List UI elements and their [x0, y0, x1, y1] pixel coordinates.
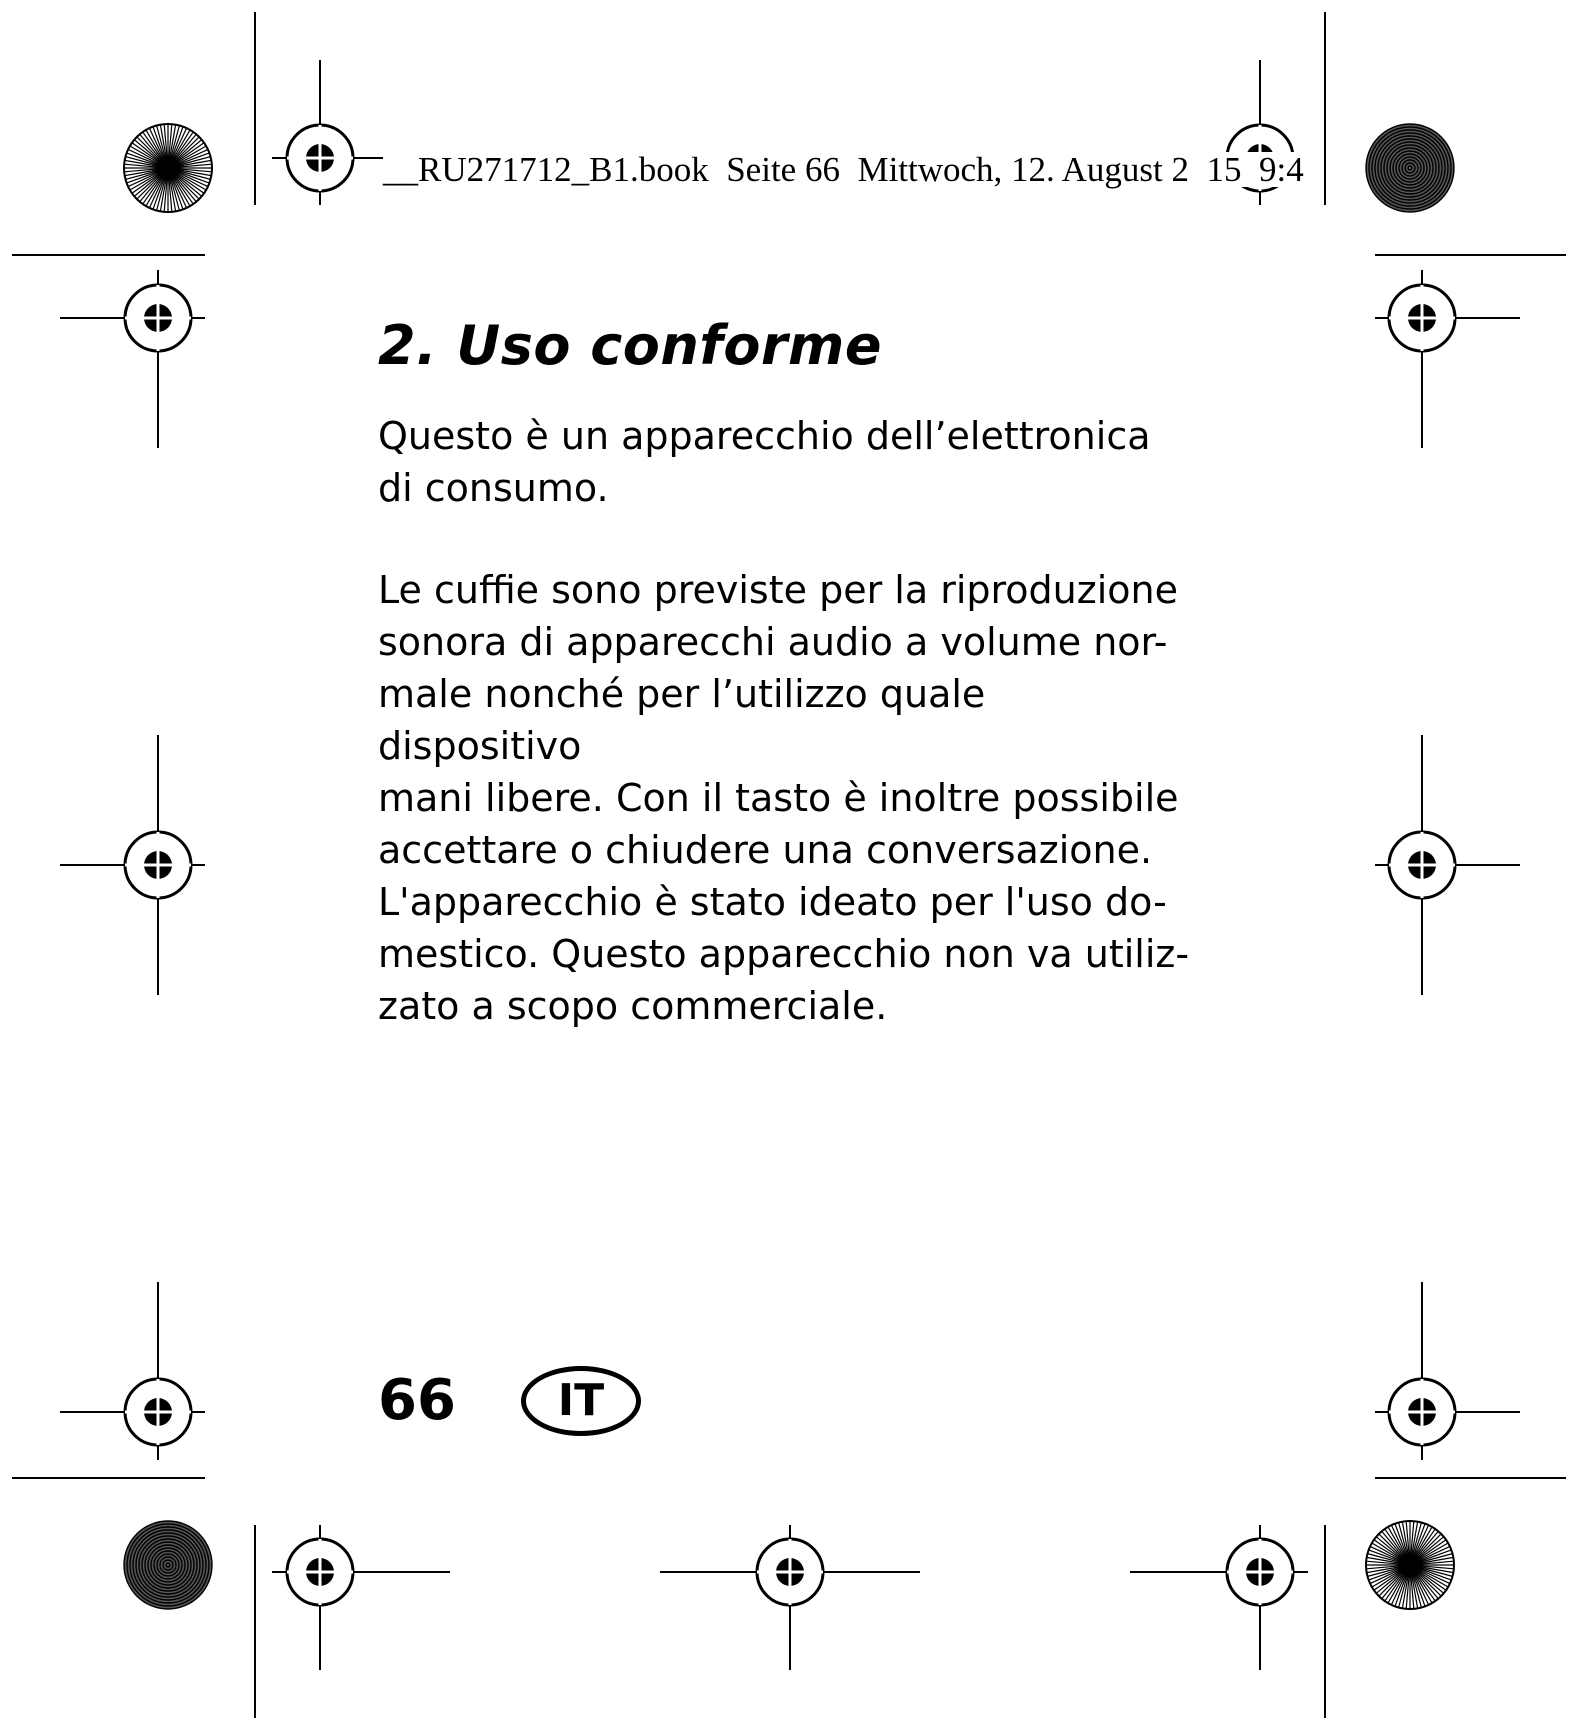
star-target-icon-bottom-right: [1366, 1521, 1454, 1609]
paragraph-usage: Le cuffie sono previste per la riproduzione sonora di apparecchi audio a volume nor- male nonché per l’utilizzo quale dispositivo mani libere. Con il tasto è inoltre possibile accettare o chiudere una conversazione. L'apparecchio è stato ideato per l'uso do- mestico. Questo apparecchio non va utiliz- zato a scopo commerciale.: [378, 568, 1190, 1028]
main-content: [378, 310, 1198, 1082]
concentric-target-icon-top-right: [1366, 124, 1454, 212]
page-number: 66: [378, 1368, 456, 1433]
star-target-icon-top-left: [124, 124, 212, 212]
section-title: 2. Uso conforme: [378, 314, 882, 377]
concentric-target-icon-bottom-left: [124, 1521, 212, 1609]
print-slug: __RU271712_B1.book Seite 66 Mittwoch, 12. August 2 15 9:4: [383, 152, 1308, 187]
language-badge: IT: [521, 1366, 641, 1436]
page-footer: [378, 1366, 641, 1436]
paragraph-intro: Questo è un apparecchio dell’elettronica di consumo.: [378, 414, 1151, 510]
